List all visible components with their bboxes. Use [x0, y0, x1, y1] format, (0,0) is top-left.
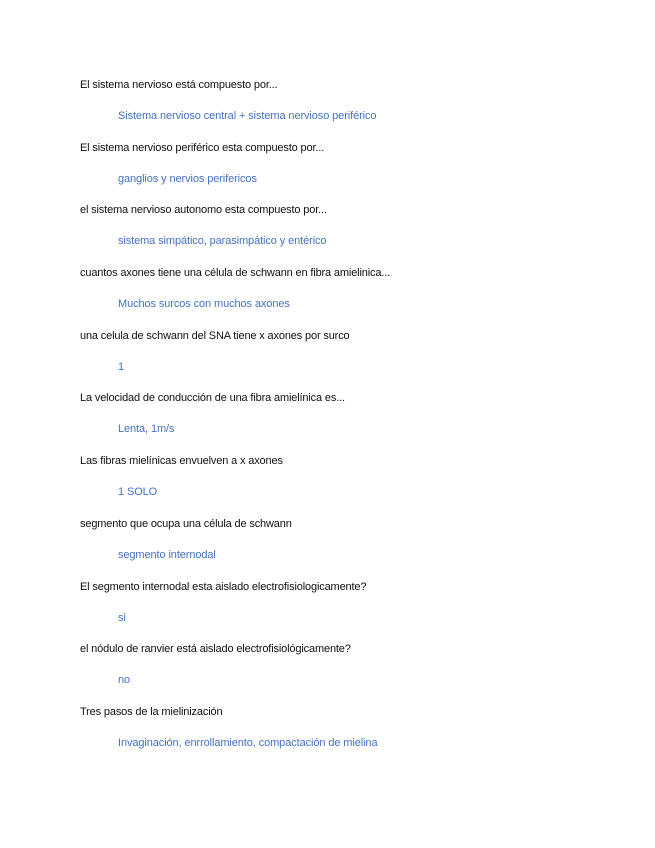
qa-item [80, 516, 620, 579]
question-text: una celula de schwann del SNA tiene x axones por surco [80, 329, 350, 342]
question-text: Tres pasos de la mielinización [80, 705, 223, 718]
qa-item [80, 202, 620, 265]
answer-text: sistema simpático, parasimpático y entérico [118, 235, 327, 248]
qa-item [80, 77, 620, 140]
question-text: el nódulo de ranvier está aislado electrofisiológicamente? [80, 643, 351, 656]
answer-text: Invaginación, enrrollamiento, compactación de mielina [118, 736, 378, 749]
answer-text: ganglios y nervios perifericos [118, 172, 257, 185]
question-text: El sistema nervioso está compuesto por... [80, 79, 278, 91]
answer-text: Muchos surcos con muchos axones [118, 298, 290, 311]
answer-text: 1 SOLO [118, 486, 158, 499]
question-text: Las fibras mielínicas envuelven a x axones [80, 455, 283, 468]
question-text: La velocidad de conducción de una fibra amielínica es... [80, 392, 345, 405]
answer-text: Sistema nervioso central + sistema nervioso periférico [118, 110, 377, 122]
qa-list [80, 77, 620, 767]
question-text: el sistema nervioso autonomo esta compuesto por... [80, 204, 327, 217]
question-text: El segmento internodal esta aislado electrofisiologicamente? [80, 580, 367, 593]
question-text: segmento que ocupa una célula de schwann [80, 517, 292, 530]
answer-text: segmento internodal [118, 548, 216, 561]
qa-item [80, 265, 620, 328]
answer-text: Lenta, 1m/s [118, 423, 175, 436]
qa-item [80, 641, 620, 704]
qa-item [80, 704, 620, 767]
qa-item [80, 453, 620, 516]
qa-item [80, 390, 620, 453]
qa-item [80, 140, 620, 203]
answer-text: no [118, 674, 131, 687]
question-text: El sistema nervioso periférico esta compuesto por... [80, 141, 325, 154]
question-text: cuantos axones tiene una célula de schwann en fibra amielinica... [80, 267, 391, 280]
qa-item [80, 328, 620, 391]
qa-item [80, 579, 620, 642]
answer-text: 1 [118, 360, 125, 373]
answer-text: si [118, 611, 126, 624]
